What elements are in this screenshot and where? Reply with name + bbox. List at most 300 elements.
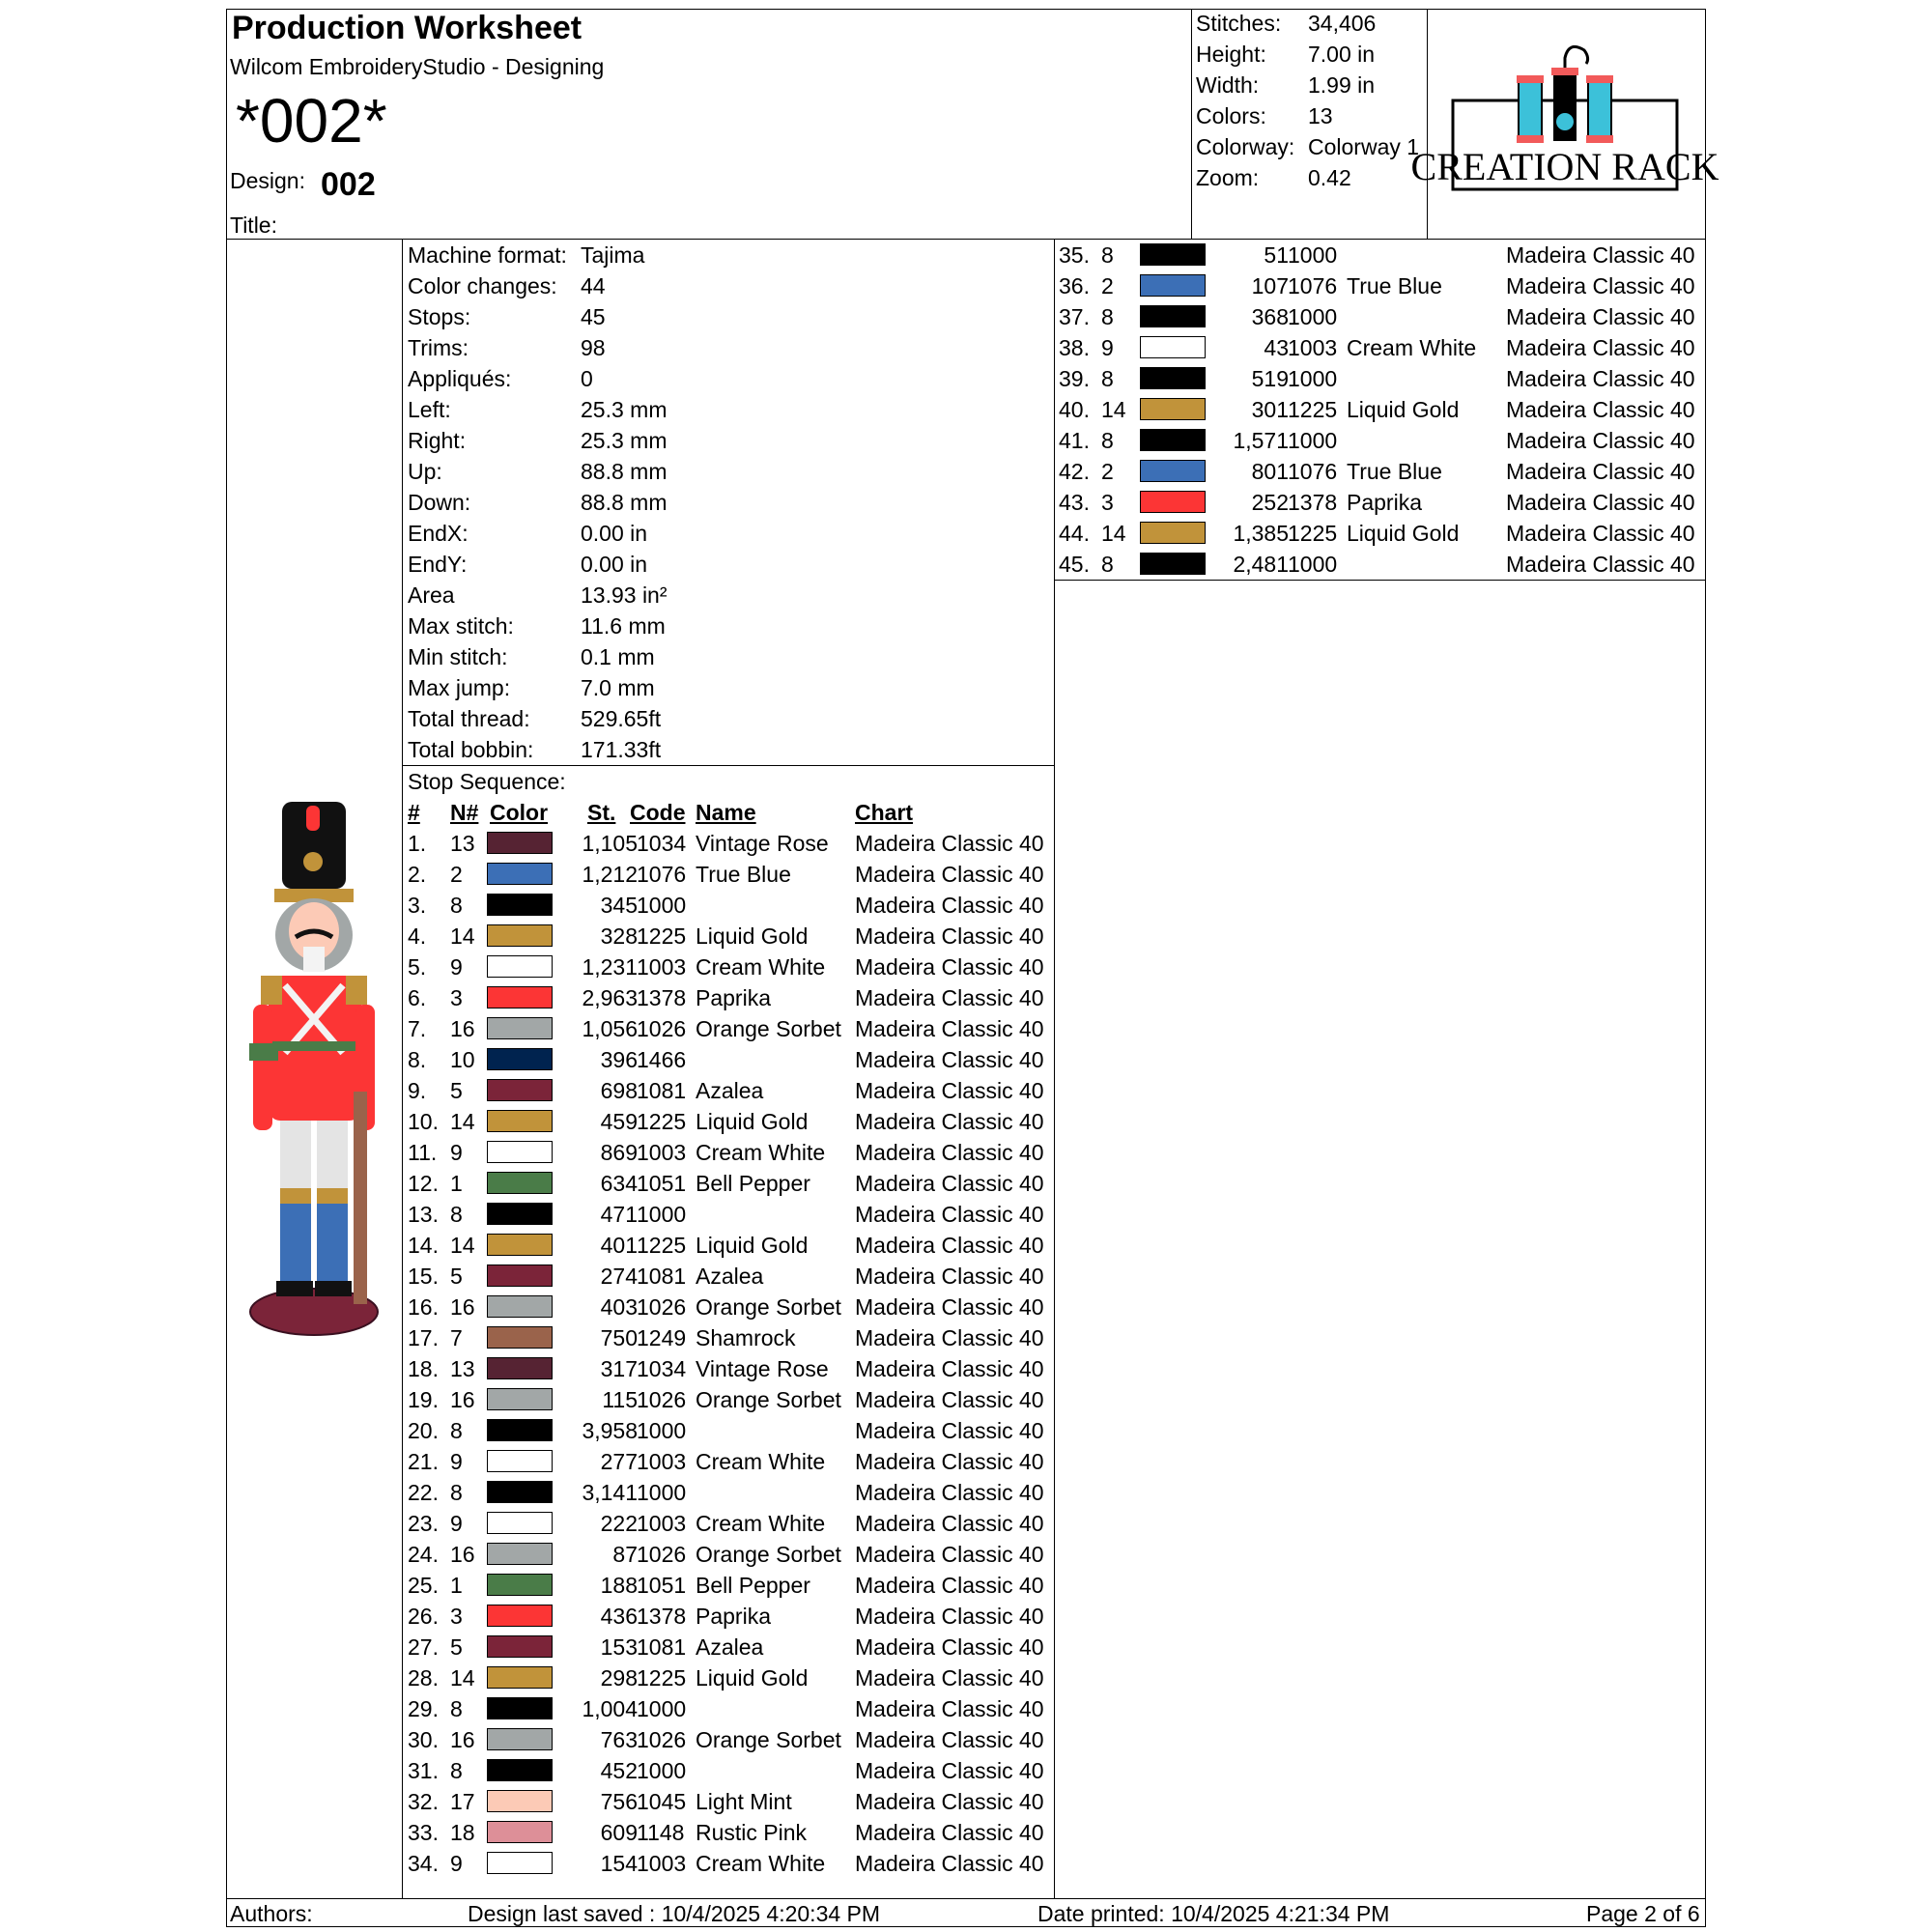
stitch-count: 154	[600, 1851, 638, 1876]
thread-name: Cream White	[696, 1511, 826, 1536]
color-swatch	[1140, 491, 1206, 513]
color-swatch	[1140, 243, 1206, 266]
thread-code: 1378	[1288, 490, 1338, 515]
detail-value: 7.0 mm	[581, 675, 655, 700]
stop-row	[408, 1137, 1045, 1168]
detail-label: Max jump:	[408, 675, 511, 700]
thread-code: 1225	[637, 1233, 687, 1258]
thread-name: True Blue	[1347, 273, 1442, 298]
thread-chart: Madeira Classic 40	[855, 1233, 1044, 1258]
stop-number: 9.	[408, 1078, 427, 1103]
thread-code: 1378	[637, 985, 687, 1010]
stitch-count: 252	[1251, 490, 1289, 515]
detail-label: Appliqués:	[408, 366, 512, 391]
needle-number: 10	[450, 1047, 475, 1072]
stop-number: 44.	[1059, 521, 1090, 546]
thread-code: 1000	[637, 1480, 687, 1505]
stitch-count: 43	[1264, 335, 1289, 360]
creation-rack-logo	[1410, 39, 1719, 193]
design-value: 002	[321, 166, 376, 203]
detail-value: 25.3 mm	[581, 428, 668, 453]
stitch-count: 1,212	[582, 862, 638, 887]
thread-name: True Blue	[1347, 459, 1442, 484]
thread-chart: Madeira Classic 40	[1506, 366, 1695, 391]
col-n: N#	[450, 800, 479, 825]
thread-code: 1051	[637, 1171, 687, 1196]
stop-row	[408, 1044, 1045, 1075]
thread-code: 1003	[637, 954, 687, 980]
stop-row	[408, 921, 1045, 952]
stop-row	[408, 1662, 1045, 1693]
needle-number: 8	[450, 1480, 463, 1505]
right-table-end	[1054, 580, 1706, 581]
thread-chart: Madeira Classic 40	[855, 1727, 1044, 1752]
stop-row	[1059, 518, 1696, 549]
stop-number: 31.	[408, 1758, 439, 1783]
thread-name: Vintage Rose	[696, 1356, 829, 1381]
thread-code: 1026	[637, 1542, 687, 1567]
color-swatch	[487, 1357, 553, 1379]
stop-row	[408, 1446, 1045, 1477]
thread-name: Liquid Gold	[696, 1109, 809, 1134]
thread-code: 1000	[1288, 366, 1338, 391]
thread-chart: Madeira Classic 40	[855, 1665, 1044, 1690]
stitch-count: 87	[612, 1542, 638, 1567]
stop-number: 1.	[408, 831, 427, 856]
stop-row	[1059, 270, 1696, 301]
stitch-count: 436	[600, 1604, 638, 1629]
stop-number: 4.	[408, 923, 427, 949]
thread-name: Cream White	[696, 1140, 826, 1165]
thread-chart: Madeira Classic 40	[855, 1851, 1044, 1876]
stop-number: 21.	[408, 1449, 439, 1474]
stop-row	[408, 1415, 1045, 1446]
stitch-count: 756	[600, 1789, 638, 1814]
summary-value: 34,406	[1308, 11, 1377, 36]
thread-name: Orange Sorbet	[696, 1294, 841, 1320]
stitch-count: 153	[600, 1634, 638, 1660]
stop-number: 37.	[1059, 304, 1090, 329]
summary-label: Zoom:	[1196, 165, 1260, 190]
stitch-count: 107	[1251, 273, 1289, 298]
thread-name: Azalea	[696, 1078, 764, 1103]
summary-label: Colorway:	[1196, 134, 1295, 159]
needle-number: 14	[450, 923, 475, 949]
detail-label: Area	[408, 582, 455, 608]
thread-chart: Madeira Classic 40	[855, 1171, 1044, 1196]
detail-value: 0.1 mm	[581, 644, 655, 669]
detail-value: 529.65ft	[581, 706, 662, 731]
stop-row	[408, 1353, 1045, 1384]
thread-code: 1000	[1288, 428, 1338, 453]
stop-row	[408, 1013, 1045, 1044]
stitch-count: 452	[600, 1758, 638, 1783]
needle-number: 8	[450, 1758, 463, 1783]
stitch-count: 403	[600, 1294, 638, 1320]
stop-number: 27.	[408, 1634, 439, 1660]
color-swatch	[487, 1605, 553, 1627]
needle-number: 5	[450, 1264, 463, 1289]
summary-label: Stitches:	[1196, 11, 1282, 36]
footer-page: Page 2 of 6	[1586, 1901, 1700, 1926]
color-swatch	[1140, 429, 1206, 451]
detail-label: Machine format:	[408, 242, 567, 268]
needle-number: 9	[450, 1449, 463, 1474]
stop-number: 10.	[408, 1109, 439, 1134]
thread-name: Paprika	[1347, 490, 1422, 515]
color-swatch	[487, 1635, 553, 1658]
thread-name: Vintage Rose	[696, 831, 829, 856]
design-preview-image	[232, 802, 396, 1343]
stop-number: 33.	[408, 1820, 439, 1845]
thread-code: 1000	[637, 1696, 687, 1721]
color-swatch	[487, 1203, 553, 1225]
stitch-count: 2,963	[582, 985, 638, 1010]
summary-value: 1.99 in	[1308, 72, 1376, 98]
stop-number: 30.	[408, 1727, 439, 1752]
detail-value: 44	[581, 273, 606, 298]
color-swatch	[487, 1110, 553, 1132]
color-swatch	[487, 1326, 553, 1349]
thread-chart: Madeira Classic 40	[1506, 459, 1695, 484]
color-swatch	[487, 1821, 553, 1843]
detail-label: Left:	[408, 397, 451, 422]
needle-number: 1	[450, 1171, 463, 1196]
col-name: Name	[696, 800, 756, 825]
stitch-count: 317	[600, 1356, 638, 1381]
thread-name: Liquid Gold	[696, 923, 809, 949]
footer-divider	[226, 1898, 1706, 1899]
stitch-count: 2,481	[1233, 552, 1289, 577]
needle-number: 8	[1101, 304, 1114, 329]
color-swatch	[1140, 553, 1206, 575]
stop-row	[408, 1106, 1045, 1137]
stitch-count: 115	[602, 1387, 638, 1412]
thread-code: 1034	[637, 1356, 687, 1381]
detail-value: 98	[581, 335, 606, 360]
needle-number: 9	[450, 1851, 463, 1876]
thread-code: 1081	[637, 1634, 687, 1660]
stop-number: 26.	[408, 1604, 439, 1629]
needle-number: 14	[1101, 521, 1126, 546]
thread-name: Cream White	[1347, 335, 1477, 360]
thread-chart: Madeira Classic 40	[1506, 304, 1695, 329]
stop-row	[408, 1848, 1045, 1879]
thread-name: Cream White	[696, 1449, 826, 1474]
thread-code: 1225	[637, 1109, 687, 1134]
needle-number: 8	[450, 1696, 463, 1721]
thread-name: Liquid Gold	[696, 1233, 809, 1258]
stitch-count: 459	[600, 1109, 638, 1134]
stop-number: 18.	[408, 1356, 439, 1381]
detail-value: 45	[581, 304, 606, 329]
detail-label: Total bobbin:	[408, 737, 534, 762]
thread-code: 1148	[637, 1820, 685, 1845]
stitch-count: 222	[600, 1511, 638, 1536]
thread-name: Azalea	[696, 1634, 764, 1660]
thread-code: 1076	[1288, 459, 1338, 484]
detail-label: Color changes:	[408, 273, 557, 298]
stop-number: 3.	[408, 893, 427, 918]
stitch-count: 634	[600, 1171, 638, 1196]
stitch-count: 298	[600, 1665, 638, 1690]
thread-name: Orange Sorbet	[696, 1016, 841, 1041]
stop-row	[1059, 301, 1696, 332]
stitch-count: 345	[600, 893, 638, 918]
thread-code: 1466	[637, 1047, 687, 1072]
thread-code: 1081	[637, 1078, 687, 1103]
thread-code: 1026	[637, 1387, 687, 1412]
color-swatch	[487, 1295, 553, 1318]
stop-row	[408, 1693, 1045, 1724]
stitch-count: 188	[600, 1573, 638, 1598]
table-column-divider	[1054, 239, 1055, 1898]
thread-chart: Madeira Classic 40	[855, 1202, 1044, 1227]
thread-chart: Madeira Classic 40	[1506, 428, 1695, 453]
stop-number: 38.	[1059, 335, 1090, 360]
stitch-count: 301	[1251, 397, 1289, 422]
color-swatch	[487, 1419, 553, 1441]
stop-row	[408, 1292, 1045, 1322]
thread-code: 1003	[637, 1140, 687, 1165]
detail-label: Stops:	[408, 304, 471, 329]
stop-number: 42.	[1059, 459, 1090, 484]
color-swatch	[487, 1852, 553, 1874]
color-swatch	[487, 986, 553, 1009]
thread-name: Paprika	[696, 1604, 771, 1629]
color-swatch	[487, 863, 553, 885]
needle-number: 2	[1101, 459, 1114, 484]
color-swatch	[487, 832, 553, 854]
color-swatch	[1140, 398, 1206, 420]
stop-number: 36.	[1059, 273, 1090, 298]
thread-name: Cream White	[696, 954, 826, 980]
needle-number: 7	[450, 1325, 463, 1350]
thread-name: Bell Pepper	[696, 1171, 810, 1196]
color-swatch	[487, 894, 553, 916]
detail-value: 88.8 mm	[581, 490, 668, 515]
stop-row	[1059, 394, 1696, 425]
stop-number: 25.	[408, 1573, 439, 1598]
stop-number: 29.	[408, 1696, 439, 1721]
thread-code: 1000	[1288, 242, 1338, 268]
thread-chart: Madeira Classic 40	[855, 1418, 1044, 1443]
thread-chart: Madeira Classic 40	[1506, 397, 1695, 422]
thread-code: 1249	[637, 1325, 687, 1350]
detail-value: 0	[581, 366, 593, 391]
thread-chart: Madeira Classic 40	[1506, 490, 1695, 515]
stitch-count: 3,141	[582, 1480, 638, 1505]
color-swatch	[487, 955, 553, 978]
detail-label: Up:	[408, 459, 442, 484]
needle-number: 9	[1101, 335, 1114, 360]
stitch-count: 1,385	[1233, 521, 1289, 546]
thread-code: 1003	[637, 1511, 687, 1536]
thread-chart: Madeira Classic 40	[855, 1264, 1044, 1289]
color-swatch	[487, 1172, 553, 1194]
col-code: Code	[630, 800, 686, 825]
stop-number: 20.	[408, 1418, 439, 1443]
color-swatch	[487, 1264, 553, 1287]
stop-number: 41.	[1059, 428, 1090, 453]
thread-name: Paprika	[696, 985, 771, 1010]
thread-code: 1000	[637, 1418, 687, 1443]
thread-chart: Madeira Classic 40	[855, 985, 1044, 1010]
color-swatch	[487, 1234, 553, 1256]
thread-code: 1003	[637, 1449, 687, 1474]
footer-date-printed: Date printed: 10/4/2025 4:21:34 PM	[1037, 1901, 1390, 1926]
stop-number: 13.	[408, 1202, 439, 1227]
thread-name: Orange Sorbet	[696, 1727, 841, 1752]
thread-chart: Madeira Classic 40	[855, 1078, 1044, 1103]
thread-chart: Madeira Classic 40	[855, 1140, 1044, 1165]
stop-number: 12.	[408, 1171, 439, 1196]
thread-chart: Madeira Classic 40	[855, 1634, 1044, 1660]
detail-value: 13.93 in²	[581, 582, 668, 608]
thread-code: 1000	[637, 1758, 687, 1783]
stop-row	[408, 1261, 1045, 1292]
stitch-count: 801	[1251, 459, 1289, 484]
stop-row	[408, 1570, 1045, 1601]
detail-label: Down:	[408, 490, 471, 515]
color-swatch	[487, 1141, 553, 1163]
thread-chart: Madeira Classic 40	[855, 923, 1044, 949]
detail-value: 11.6 mm	[581, 613, 666, 639]
thread-chart: Madeira Classic 40	[855, 1511, 1044, 1536]
needle-number: 3	[1101, 490, 1114, 515]
header-column-divider	[1191, 9, 1192, 239]
thread-code: 1081	[637, 1264, 687, 1289]
color-swatch	[1140, 522, 1206, 544]
needle-number: 14	[1101, 397, 1126, 422]
thread-chart: Madeira Classic 40	[855, 1387, 1044, 1412]
summary-value: Colorway 1	[1308, 134, 1420, 159]
needle-number: 14	[450, 1109, 475, 1134]
needle-number: 8	[450, 1202, 463, 1227]
logo-divider	[1427, 9, 1428, 239]
col-num: #	[408, 800, 420, 825]
thread-chart: Madeira Classic 40	[855, 1047, 1044, 1072]
stitch-count: 471	[600, 1202, 638, 1227]
stop-number: 32.	[408, 1789, 439, 1814]
thread-name: Liquid Gold	[696, 1665, 809, 1690]
footer-authors: Authors:	[230, 1901, 313, 1926]
thread-name: Liquid Gold	[1347, 521, 1460, 546]
thread-code: 1000	[1288, 552, 1338, 577]
needle-number: 16	[450, 1016, 475, 1041]
thread-chart: Madeira Classic 40	[855, 831, 1044, 856]
stop-row	[1059, 549, 1696, 580]
design-big-name: *002*	[236, 86, 387, 156]
stop-number: 14.	[408, 1233, 439, 1258]
thread-chart: Madeira Classic 40	[855, 1542, 1044, 1567]
thread-code: 1225	[637, 923, 687, 949]
app-subtitle: Wilcom EmbroideryStudio - Designing	[230, 54, 605, 79]
needle-number: 17	[450, 1789, 475, 1814]
color-swatch	[1140, 274, 1206, 297]
detail-label: EndX:	[408, 521, 469, 546]
stop-number: 11.	[408, 1140, 438, 1165]
color-swatch	[487, 1574, 553, 1596]
thread-code: 1378	[637, 1604, 687, 1629]
detail-value: 0.00 in	[581, 552, 648, 577]
stop-number: 5.	[408, 954, 427, 980]
stop-number: 19.	[408, 1387, 439, 1412]
stop-row	[1059, 240, 1696, 270]
page-title: Production Worksheet	[232, 10, 582, 46]
detail-label: Max stitch:	[408, 613, 514, 639]
col-color: Color	[490, 800, 549, 825]
thread-code: 1051	[637, 1573, 687, 1598]
needle-number: 3	[450, 1604, 463, 1629]
color-swatch	[487, 1079, 553, 1101]
stop-row	[1059, 425, 1696, 456]
needle-number: 3	[450, 985, 463, 1010]
needle-number: 14	[450, 1665, 475, 1690]
summary-label: Width:	[1196, 72, 1260, 98]
thread-chart: Madeira Classic 40	[855, 1696, 1044, 1721]
stitch-count: 1,004	[582, 1696, 638, 1721]
stop-row	[408, 1322, 1045, 1353]
stop-number: 23.	[408, 1511, 439, 1536]
color-swatch	[487, 1048, 553, 1070]
needle-number: 13	[450, 1356, 475, 1381]
summary-value: 7.00 in	[1308, 42, 1376, 67]
logo-text: CREATION RACK	[1410, 145, 1719, 188]
thread-name: Liquid Gold	[1347, 397, 1460, 422]
thread-code: 1000	[637, 893, 687, 918]
thread-chart: Madeira Classic 40	[1506, 552, 1695, 577]
stop-number: 17.	[408, 1325, 439, 1350]
stitch-count: 519	[1251, 366, 1289, 391]
needle-number: 16	[450, 1727, 475, 1752]
stop-number: 2.	[408, 862, 427, 887]
detail-label: Total thread:	[408, 706, 530, 731]
thread-chart: Madeira Classic 40	[1506, 273, 1695, 298]
thread-code: 1034	[637, 831, 687, 856]
stop-number: 6.	[408, 985, 427, 1010]
stitch-count: 274	[600, 1264, 638, 1289]
stitch-count: 51	[1264, 242, 1289, 268]
table-header	[408, 797, 1055, 828]
thread-chart: Madeira Classic 40	[1506, 242, 1695, 268]
stitch-count: 368	[1251, 304, 1289, 329]
stitch-count: 3,958	[582, 1418, 638, 1443]
color-swatch	[487, 924, 553, 947]
stitch-count: 869	[600, 1140, 638, 1165]
needle-number: 2	[1101, 273, 1114, 298]
stop-number: 43.	[1059, 490, 1090, 515]
thread-code: 1225	[1288, 397, 1338, 422]
needle-number: 9	[450, 1140, 463, 1165]
needle-number: 16	[450, 1294, 475, 1320]
thread-code: 1026	[637, 1016, 687, 1041]
stop-row	[408, 982, 1045, 1013]
color-swatch	[487, 1543, 553, 1565]
thread-chart: Madeira Classic 40	[855, 1789, 1044, 1814]
stop-row	[408, 1508, 1045, 1539]
col-chart: Chart	[855, 800, 914, 825]
detail-label: Min stitch:	[408, 644, 508, 669]
stop-number: 45.	[1059, 552, 1090, 577]
thread-name: Cream White	[696, 1851, 826, 1876]
stop-row	[1059, 363, 1696, 394]
stitch-count: 609	[600, 1820, 638, 1845]
color-swatch	[487, 1666, 553, 1689]
stop-row	[408, 890, 1045, 921]
stop-number: 40.	[1059, 397, 1090, 422]
stop-number: 16.	[408, 1294, 439, 1320]
